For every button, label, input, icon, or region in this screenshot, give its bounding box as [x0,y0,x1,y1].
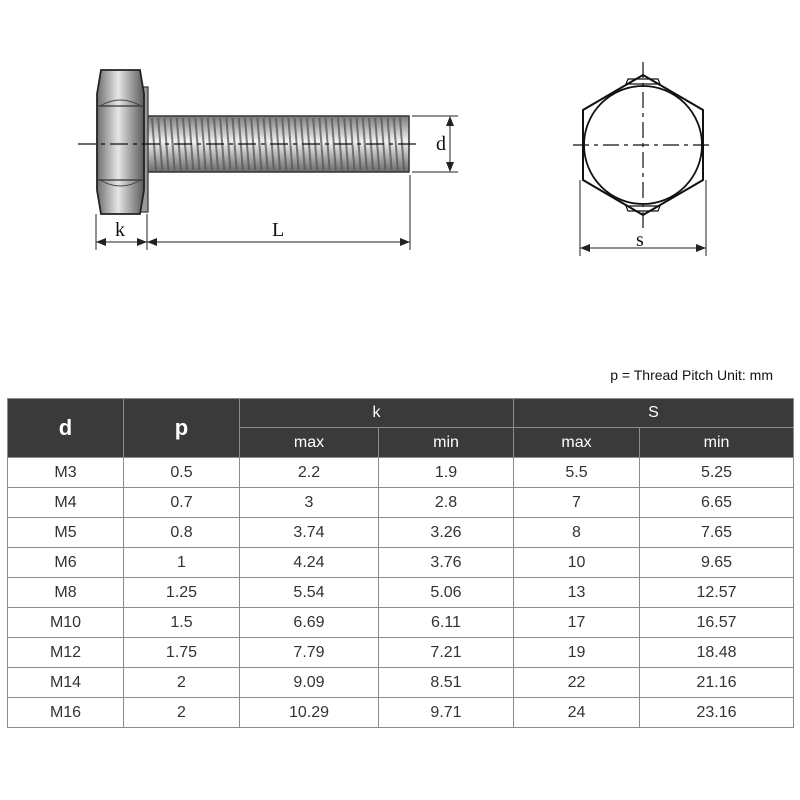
table-row [8,458,794,488]
dimension-L-label: L [272,219,285,241]
bolt-head-side [97,70,144,214]
header-k: k [240,399,514,428]
cell-k-max: 4.24 [240,548,379,578]
dimension-k-label: k [115,219,125,241]
cell-p: 1.5 [124,608,240,638]
cell-s-min: 9.65 [640,548,794,578]
cell-k-max: 9.09 [240,668,379,698]
table-row [8,578,794,608]
cell-p: 1.75 [124,638,240,668]
table-row [8,608,794,638]
cell-k-min: 7.21 [379,638,514,668]
spec-table [7,398,794,728]
cell-d: M5 [8,518,124,548]
cell-k-max: 3 [240,488,379,518]
cell-k-max: 6.69 [240,608,379,638]
unit-note: p = Thread Pitch Unit: mm [610,367,773,383]
cell-s-max: 5.5 [514,458,640,488]
header-s-min: min [640,428,794,458]
cell-s-min: 6.65 [640,488,794,518]
cell-k-min: 3.26 [379,518,514,548]
cell-p: 0.8 [124,518,240,548]
cell-k-max: 10.29 [240,698,379,728]
cell-s-max: 19 [514,638,640,668]
cell-d: M14 [8,668,124,698]
cell-k-min: 9.71 [379,698,514,728]
bolt-drawing [0,0,800,300]
cell-k-max: 3.74 [240,518,379,548]
cell-k-min: 8.51 [379,668,514,698]
cell-d: M8 [8,578,124,608]
cell-p: 1.25 [124,578,240,608]
cell-k-max: 5.54 [240,578,379,608]
cell-k-max: 7.79 [240,638,379,668]
header-d: d [8,399,124,458]
table-row [8,668,794,698]
header-k-min: min [379,428,514,458]
cell-d: M6 [8,548,124,578]
cell-p: 2 [124,698,240,728]
dimension-d-label: d [436,133,446,155]
table-row [8,548,794,578]
cell-d: M16 [8,698,124,728]
cell-p: 0.5 [124,458,240,488]
cell-k-min: 6.11 [379,608,514,638]
header-p: p [124,399,240,458]
cell-k-min: 2.8 [379,488,514,518]
cell-d: M3 [8,458,124,488]
cell-k-max: 2.2 [240,458,379,488]
hex-head-top-view [573,62,713,256]
cell-s-min: 21.16 [640,668,794,698]
cell-s-max: 7 [514,488,640,518]
cell-s-max: 22 [514,668,640,698]
cell-s-min: 7.65 [640,518,794,548]
cell-k-min: 1.9 [379,458,514,488]
header-s-max: max [514,428,640,458]
header-k-max: max [240,428,379,458]
cell-s-min: 18.48 [640,638,794,668]
cell-k-min: 5.06 [379,578,514,608]
cell-s-min: 16.57 [640,608,794,638]
table-row [8,518,794,548]
table-row [8,488,794,518]
table-row [8,698,794,728]
cell-k-min: 3.76 [379,548,514,578]
header-s: S [514,399,794,428]
dimension-s-label: s [636,229,644,251]
cell-p: 0.7 [124,488,240,518]
cell-s-max: 8 [514,518,640,548]
cell-s-max: 13 [514,578,640,608]
cell-d: M12 [8,638,124,668]
cell-s-min: 5.25 [640,458,794,488]
cell-s-max: 24 [514,698,640,728]
cell-d: M4 [8,488,124,518]
table-header-row [8,399,794,428]
cell-s-min: 23.16 [640,698,794,728]
cell-s-max: 17 [514,608,640,638]
cell-d: M10 [8,608,124,638]
cell-p: 2 [124,668,240,698]
cell-s-max: 10 [514,548,640,578]
table-row [8,638,794,668]
cell-p: 1 [124,548,240,578]
bolt-side-view [78,70,458,250]
cell-s-min: 12.57 [640,578,794,608]
